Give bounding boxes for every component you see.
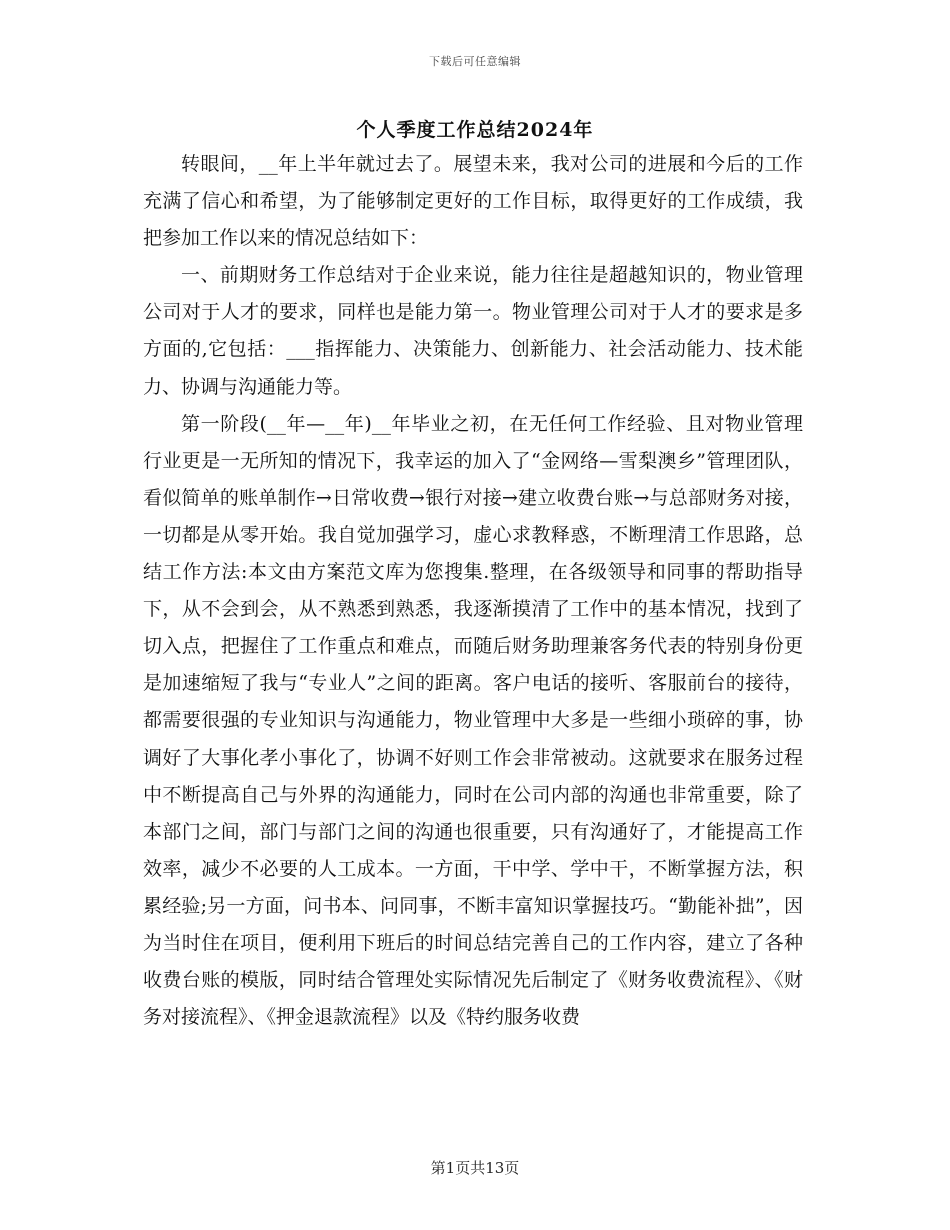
paragraph: 一、前期财务工作总结对于企业来说，能力往往是超越知识的，物业管理公司对于人才的要求，同样也是能力第一。物业管理公司对于人才的要求是多方面的,它包括：___指挥能力、决策能力、创新能力、社会活动能力、技术能力、协调与沟通能力等。 [143, 264, 803, 398]
paragraph: 转眼间，__年上半年就过去了。展望未来，我对公司的进展和今后的工作充满了信心和希望，为了能够制定更好的工作目标，取得更好的工作成绩，我把参加工作以来的情况总结如下： [143, 153, 803, 250]
page-header: 下载后可任意编辑 [429, 55, 521, 68]
paragraph: 第一阶段(__年—__年)__年毕业之初，在无任何工作经验、且对物业管理行业更是一无所知的情况下，我幸运的加入了“金网络—雪梨澳乡”管理团队，看似简单的账单制作→日常收费→银行对接→建立收费台账→与总部财务对接，一切都是从零开始。我自觉加强学习，虚心求教释惑，不断理清工作思路，总结工作方法:本文由方案范文库为您搜集.整理，在各级领导和同事的帮助指导下，从不会到会，从不熟悉到熟悉，我逐渐摸清了工作中的基本情况，找到了切入点，把握住了工作重点和难点，而随后财务助理兼客务代表的特别身份更是加速缩短了我与“专业人”之间的距离。客户电话的接听、客服前台的接待，都需要很强的专业知识与沟通能力，物业管理中大多是一些细小琐碎的事，协调好了大事化孝小事化了，协调不好则工作会非常被动。这就要求在服务过程中不断提高自己与外界的沟通能力，同时在公司内部的沟通也非常重要，除了本部门之间，部门与部门之间的沟通也很重要，只有沟通好了，才能提高工作效率，减少不必要的人工成本。一方面，干中学、学中干，不断掌握方法，积累经验;另一方面，问书本、问同事，不断丰富知识掌握技巧。“勤能补拙”，因为当时住在项目，便利用下班后的时间总结完善自己的工作内容，建立了各种收费台账的模版，同时结合管理处实际情况先后制定了《财务收费流程》、《财务对接流程》、《押金退款流程》以及《特约服务收费 [143, 412, 803, 1029]
document-body [143, 146, 803, 1036]
page-footer: 第1页共13页 [430, 1159, 520, 1177]
document-title: 个人季度工作总结2024年 [356, 119, 594, 141]
